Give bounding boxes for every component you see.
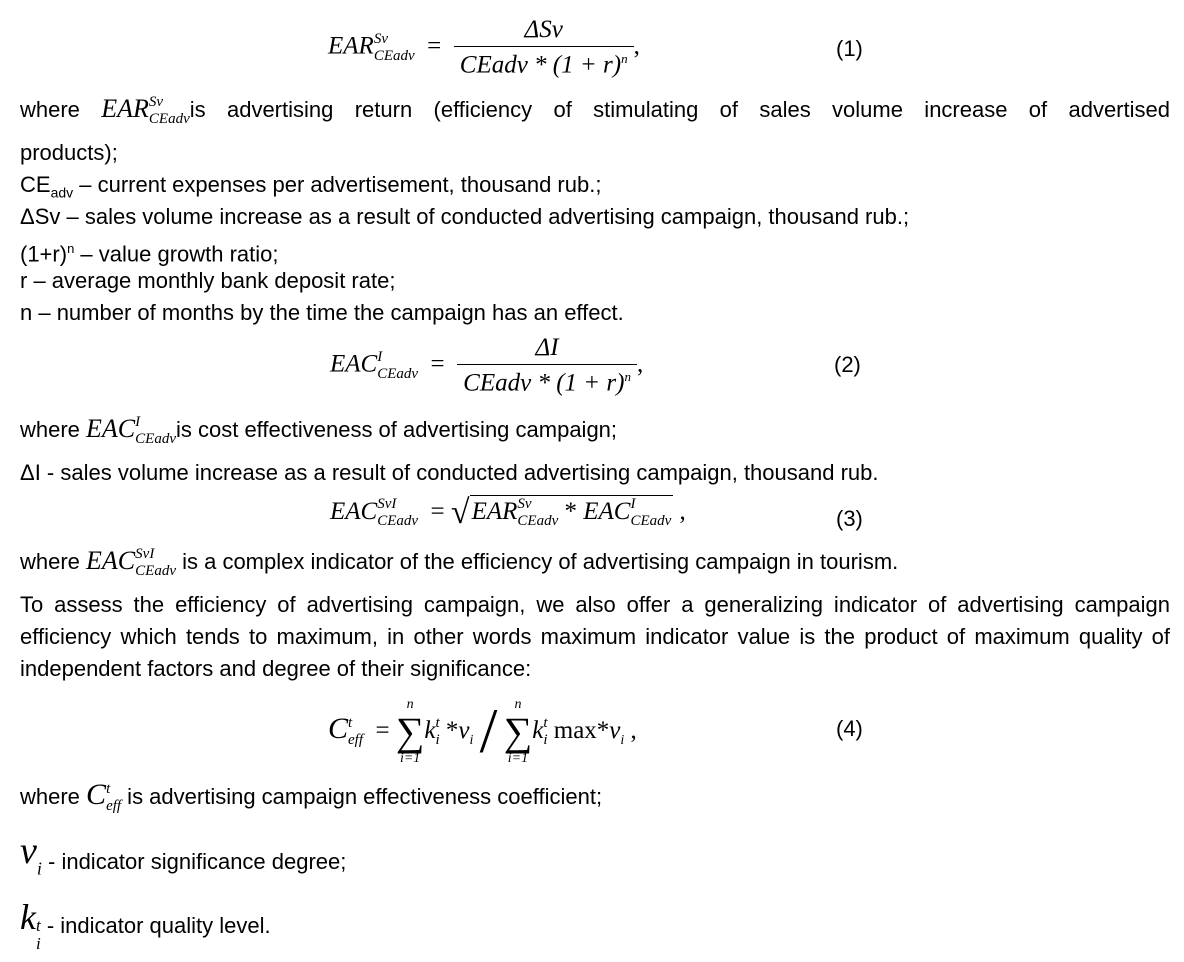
- eq1-lhs: EAR: [328, 32, 374, 60]
- sum-2: n ∑ i=1: [503, 697, 533, 767]
- equation-1: EAR Sv CEadv = $\frac{\text{ΔSv}}{CEadv * (1 + r)^n}$ ,: [328, 16, 640, 79]
- sum-1: n ∑ i=1: [395, 697, 425, 767]
- v-definition: $v_i$ - indicator significance degree;: [20, 830, 347, 879]
- equation-2: EAC I CEadv = $\frac{\Delta I}{CEadv * (1 + r)^n}$ ,: [330, 334, 644, 397]
- equation-3: EAC SvI CEadv = √EAR Sv CEadv * EAC I CEadv ,: [330, 494, 686, 531]
- growth-definition: $(1+r)^n$ – value growth ratio;: [20, 241, 279, 267]
- equation-4-number: (4): [836, 716, 863, 741]
- eq2-fraction: $\frac{\Delta I}{CEadv * (1 + r)^n}$: [457, 334, 637, 397]
- paragraph-line-3: independent factors and degree of their significance:: [20, 656, 532, 681]
- eq1-lhs-sup: Sv: [373, 30, 388, 47]
- n-definition: n – number of months by the time the campaign has an effect.: [20, 300, 624, 325]
- dsv-definition: ΔSv – sales volume increase as a result of conducted advertising campaign, thousand rub.;: [20, 204, 910, 229]
- paragraph-line-2: efficiency which tends to maximum, in other words maximum indicator value is the product of maximum quality of: [20, 624, 1170, 649]
- eq1-definition-cont: products);: [20, 140, 118, 165]
- eq1-definition: where EAR Sv CEadv is advertising return (efficiency of stimulating of sales volume increase of advertised: [20, 94, 1170, 128]
- eq1-equals: =: [420, 32, 448, 60]
- equation-4: C t eff = n ∑ i=1 k t i $*v_i$ / n ∑ i=1 k t i $\max*v_i$ ,: [328, 695, 637, 767]
- k-definition: k t i - indicator quality level.: [20, 897, 271, 953]
- eq1-fraction: [454, 16, 634, 79]
- eq1-numerator: ΔSv: [524, 16, 563, 43]
- eq3-definition: where EAC SvI CEadv is a complex indicator of the efficiency of advertising campaign in tourism.: [20, 546, 899, 580]
- equation-3-number: (3): [836, 506, 863, 531]
- eq1-lhs-sub: CEadv: [373, 47, 415, 64]
- r-definition: r – average monthly bank deposit rate;: [20, 268, 396, 293]
- eq4-definition: where C t eff is advertising campaign effectiveness coefficient;: [20, 778, 603, 815]
- equation-1-number: (1): [836, 36, 863, 61]
- equation-2-number: (2): [834, 352, 861, 377]
- eq1-denominator: CEadv * $(1 + r)^n$: [454, 46, 634, 79]
- paragraph-line-1: To assess the efficiency of advertising campaign, we also offer a generalizing indicator of advertising campaign: [20, 592, 1170, 617]
- di-definition: ΔI - sales volume increase as a result of conducted advertising campaign, thousand rub.: [20, 460, 879, 485]
- eq2-definition: where EAC I CEadv is cost effectiveness of advertising campaign;: [20, 414, 618, 448]
- ce-definition: $CE_{adv}$ – current expenses per advertisement, thousand rub.;: [20, 172, 602, 201]
